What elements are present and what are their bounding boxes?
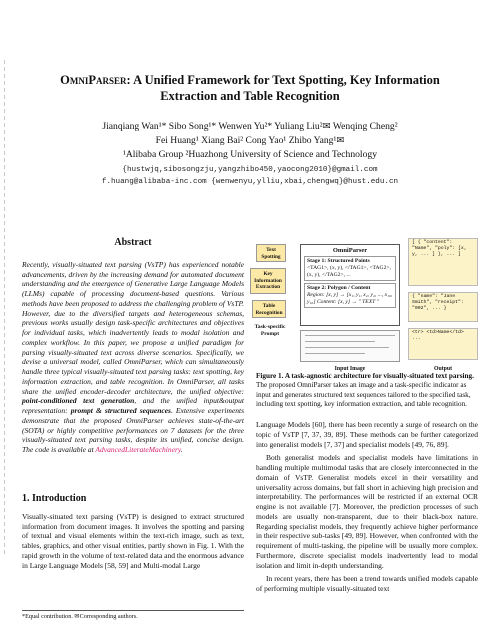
task-label-table: Table Recognition	[252, 300, 286, 318]
omniparser-model-box	[300, 244, 400, 326]
stage1-box	[304, 256, 396, 281]
email-line1: {hustwjq,sibosongzju,yangzhibo450,yaocong2010}@gmail.com	[122, 166, 378, 174]
abstract-body2: . Extensive experiments demonstrate that the proposed OmniParser achieves state-of-the-art (SOTA) or highly competitive performances on 7 datasets for the three visually-situated text parsing tasks, despite its unified, concise design. The code is available at	[22, 406, 245, 454]
output-spotting: [ { "content": "Name", "poly": [x, y, ... ] }, ... ]	[408, 238, 478, 286]
paragraph-2: Both generalist models and specialist models have limitations in handling multiple multimodal tasks that are closely interconnected in the domain of VsTP. Generalist models excel in their versatility and universality across domains, but fall short in achieving high precision and interpretability. The performances will be restricted if an external OCR engine is not available [7]. Moreover, the prediction processes of such models are usually non-transparent, due to their black-box nature. Regarding specialist models, they frequently achieve higher performance in their respective sub-tasks [49, 89]. However, when confronted with the requirement of multi-tasking, the pipeline will be usually more complex. Furthermore, discrete specialist models inadvertently lead to modal isolation and limit in-depth understanding.	[256, 453, 478, 570]
abstract-section	[22, 238, 244, 455]
stage2-box	[304, 283, 396, 308]
arxiv-sidebar-stamp	[2, 60, 8, 560]
email-block	[20, 164, 480, 188]
introduction-section	[22, 494, 244, 570]
authors-line1: Jianqiang Wan¹* Sibo Song¹* Wenwen Yu²* Yuliang Liu²✉ Wenqing Cheng²	[102, 121, 398, 132]
caption-text: The proposed OmniParser takes an image and a task-specific indicator as input and generates structured text sequences tailored to the specified task, including text spotting, key information extraction, and table recognition.	[256, 381, 471, 408]
prompt-label: Task-specific Prompt	[254, 324, 286, 337]
stage2-title: Stage 2: Polygon / Content	[307, 285, 371, 291]
abstract-heading: Abstract	[114, 237, 152, 248]
task-label-spotting: Text Spotting	[256, 244, 286, 262]
paragraph-1: Language Models [60], there has been recently a surge of research on the topic of VsTP [7, 37, 39, 89]. These methods can be further categorized into generalist models [7, 37] and specialist models [49, 76, 89].	[256, 420, 478, 449]
abstract-bold-objective: point-conditioned text generation	[22, 396, 135, 406]
paper-title	[20, 72, 480, 104]
abstract-text	[22, 260, 244, 455]
title-omniparser: OmniParser	[60, 73, 127, 87]
abstract-bold-representation: prompt & structured sequences	[70, 406, 171, 415]
input-image-label: Input Image	[334, 366, 366, 372]
task-label-kie: Key Information Extraction	[250, 268, 286, 294]
stage1-title: Stage 1: Structured Points	[307, 258, 370, 264]
output-table: <tr> <td>Name</td> ...	[408, 328, 478, 360]
code-link[interactable]: AdvancedLiterateMachinery	[95, 445, 181, 454]
email-line2: f.huang@alibaba-inc.com {wenwenyu,ylliu,xbai,chengwq}@hust.edu.cn	[101, 178, 399, 186]
input-image-thumbnail	[300, 330, 400, 362]
title-line2: Extraction and Table Recognition	[160, 89, 340, 103]
title-line1: : A Unified Framework for Text Spotting, Key Information	[126, 73, 440, 87]
figure-1	[254, 208, 478, 372]
abstract-end: .	[180, 445, 183, 454]
output-kie: { "name": "Jane Smith", "receipt": "002", ... }	[408, 292, 478, 322]
affiliations: ¹Alibaba Group ²Huazhong University of Science and Technology	[122, 149, 377, 160]
figure-1-caption	[256, 372, 478, 409]
output-label: Output	[433, 366, 453, 372]
stage1-body: <TAG1>, (x, y), </TAG1>, <TAG2>, (x, y), </TAG2>, ...	[307, 265, 391, 278]
footnote: *Equal contribution. ✉Corresponding authors.	[22, 610, 244, 620]
stage2-body: Region: [x, y] → [x₁, y₁, x₂, y₂, ..., x₁₆, y₁₆] Content: [x, y] → " TEXT "	[307, 292, 393, 305]
model-title: OmniParser	[332, 247, 368, 254]
abstract-body: Recently, visually-situated text parsing (VsTP) has experienced notable advancements, driven by the increasing demand for automated document understanding and the emergence of Generative Large Language Models (LLMs) capable of processing document-based questions. Various methods have been proposed to address the challenging problem of VsTP. However, due to the diversified targets and heterogeneous schemas, previous works usually design task-specific architectures and objectives for individual tasks, which inadvertently leads to modal isolation and complex workflow. In this paper, we propose a unified paradigm for parsing visually-situated text across diverse scenarios. Specifically, we devise a universal model, called OmniParser, which can simultaneously handle three typical visually-situated text parsing tasks: text spotting, key information extraction, and table recognition. In OmniParser, all tasks share the unified encoder-decoder architecture, the unified objective:	[22, 259, 244, 396]
intro-heading: 1. Introduction	[22, 493, 87, 504]
authors-line2: Fei Huang¹ Xiang Bai² Cong Yao¹ Zhibo Yang¹✉	[155, 135, 345, 146]
author-block	[20, 120, 480, 162]
caption-bold: Figure 1. A task-agnostic architecture for visually-situated text parsing.	[256, 372, 474, 380]
intro-text: Visually-situated text parsing (VsTP) is designed to extract structured information from document images. It involves the spotting and parsing of textual and visual elements within the text-rich image, such as text, tables, graphics, and other visual entities, partly shown in Fig. 1. With the rapid growth in the volume of text-related data and the enormous advance in Large Language Models [58, 59] and Multi-modal Large	[22, 511, 244, 570]
paragraph-3: In recent years, there has been a trend towards unified models capable of performing multiple visually-situated text	[256, 574, 478, 593]
right-column-text	[256, 420, 478, 594]
abstract-mid: , and the unified input&output representation:	[22, 396, 244, 415]
